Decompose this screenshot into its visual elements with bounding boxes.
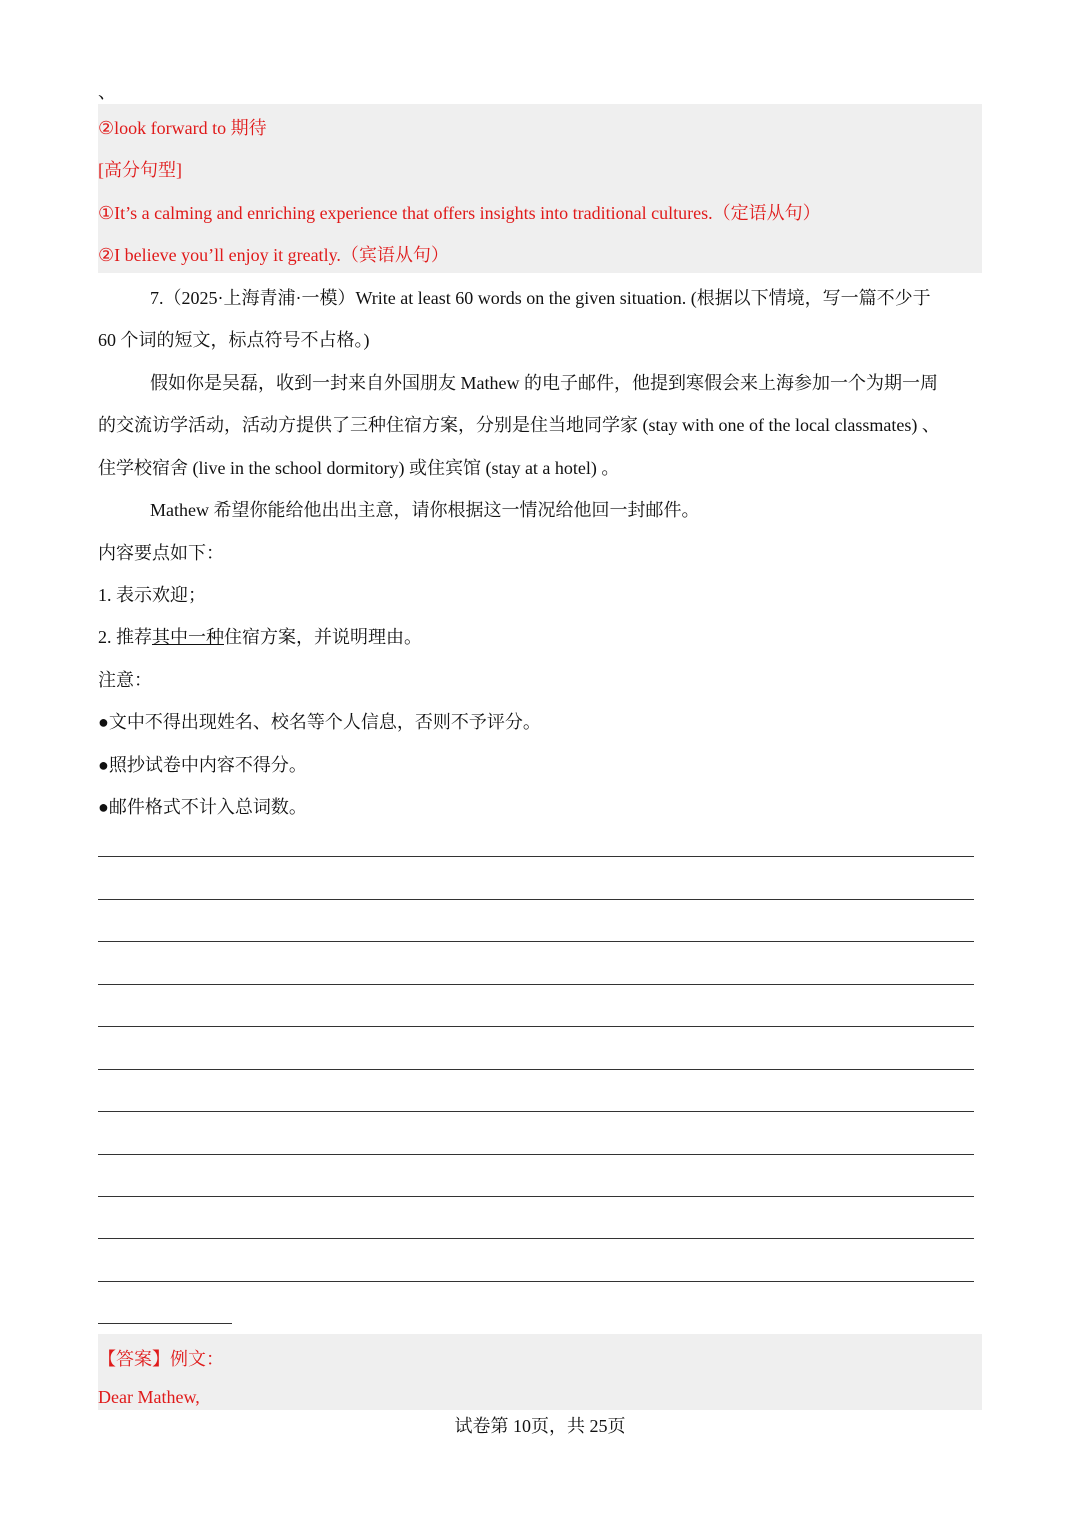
high-score-heading: [高分句型] [98, 160, 182, 180]
situation-line-4: Mathew 希望你能给他出出主意，请你根据这一情况给他回一封邮件。 [150, 500, 700, 520]
writing-line [98, 1196, 974, 1197]
notes-heading: 注意： [98, 670, 152, 690]
point-1: 1. 表示欢迎； [98, 585, 206, 605]
high-score-sentence-1: ①It’s a calming and enriching experience that offers insights into traditional cultures.（定语从句） [98, 203, 821, 223]
writing-line [98, 1238, 974, 1239]
question-7-line-1: 7.（2025·上海青浦·一模）Write at least 60 words on the given situation. (根据以下情境，写一篇不少于 [150, 288, 931, 308]
writing-line [98, 941, 974, 942]
writing-line [98, 984, 974, 985]
writing-line [98, 1154, 974, 1155]
note-2: ●照抄试卷中内容不得分。 [98, 755, 307, 775]
writing-line [98, 1026, 974, 1027]
writing-line [98, 856, 974, 857]
writing-line [98, 1111, 974, 1112]
writing-line [98, 1069, 974, 1070]
high-score-sentence-2: ②I believe you’ll enjoy it greatly.（宾语从句） [98, 245, 449, 265]
stray-punctuation: 、 [98, 82, 116, 102]
writing-line [98, 899, 974, 900]
writing-line-short [98, 1323, 232, 1324]
points-heading: 内容要点如下： [98, 543, 224, 563]
answer-block [98, 1334, 982, 1410]
writing-line [98, 1281, 974, 1282]
answer-phrase-2: ②look forward to 期待 [98, 118, 267, 138]
note-3: ●邮件格式不计入总词数。 [98, 797, 307, 817]
page-footer: 试卷第 10页，共 25页 [454, 1416, 626, 1436]
answer-label: 【答案】例文： [98, 1349, 224, 1369]
question-7-line-2: 60 个词的短文，标点符号不占格。) [98, 330, 370, 350]
situation-line-3: 住学校宿舍 (live in the school dormitory) 或住宾馆 (stay at a hotel) 。 [98, 458, 620, 478]
point-2-prefix: 2. 推荐 [98, 627, 152, 647]
point-2 [98, 623, 422, 649]
situation-line-2: 的交流访学活动，活动方提供了三种住宿方案，分别是住当地同学家 (stay with one of the local classmates) 、 [98, 415, 940, 435]
situation-line-1: 假如你是吴磊，收到一封来自外国朋友 Mathew 的电子邮件，他提到寒假会来上海参加一个为期一周 [150, 373, 938, 393]
point-2-underlined: 其中一种 [152, 627, 224, 647]
point-2-suffix: 住宿方案，并说明理由。 [224, 627, 422, 647]
answer-greeting: Dear Mathew, [98, 1387, 200, 1407]
note-1: ●文中不得出现姓名、校名等个人信息，否则不予评分。 [98, 712, 541, 732]
